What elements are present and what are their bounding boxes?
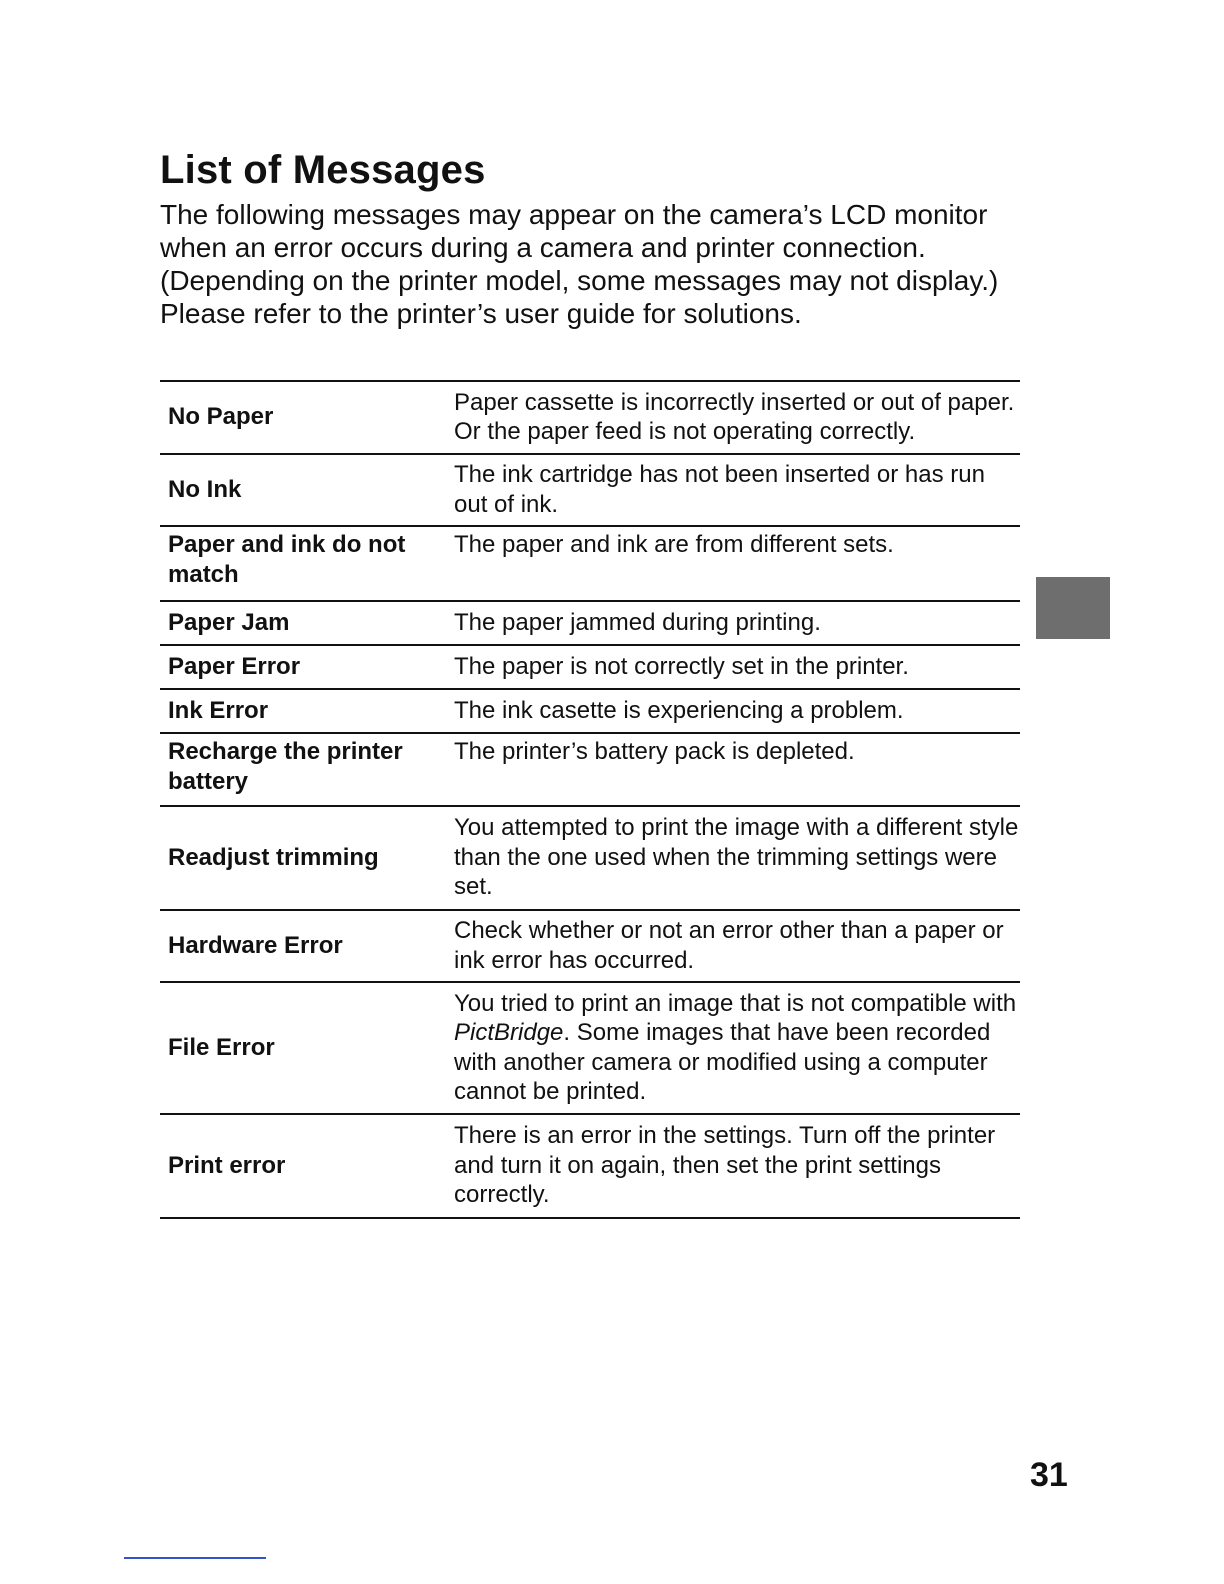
page-number: 31 xyxy=(1030,1456,1068,1494)
message-name: No Paper xyxy=(160,381,454,454)
table-row xyxy=(160,982,1020,1114)
message-description: The printer’s battery pack is depleted. xyxy=(454,733,1020,806)
message-description: The paper is not correctly set in the printer. xyxy=(454,645,1020,689)
intro-paragraph: The following messages may appear on the camera’s LCD monitor when an error occurs during a camera and printer connection. xyxy=(160,199,988,263)
table-row xyxy=(160,689,1020,733)
table-row xyxy=(160,645,1020,689)
message-name: File Error xyxy=(160,982,454,1114)
intro-paragraph: Please refer to the printer’s user guide for solutions. xyxy=(160,298,802,329)
description-text: . Some images that have been recorded with another camera or modified using a computer cannot be printed. xyxy=(454,1019,991,1105)
intro-paragraph: (Depending on the printer model, some messages may not display.) xyxy=(160,265,999,296)
message-name: Recharge the printer battery xyxy=(160,733,454,806)
section-tab-marker xyxy=(1036,577,1110,639)
table-row xyxy=(160,806,1020,910)
message-description xyxy=(454,982,1020,1114)
table-row xyxy=(160,601,1020,645)
message-name: Print error xyxy=(160,1114,454,1218)
message-name: Paper Error xyxy=(160,645,454,689)
table-row xyxy=(160,733,1020,806)
message-description: The ink cartridge has not been inserted or has run out of ink. xyxy=(454,454,1020,526)
message-name: Paper Jam xyxy=(160,601,454,645)
message-description: There is an error in the settings. Turn off the printer and turn it on again, then set the print settings correctly. xyxy=(454,1114,1020,1218)
message-description: Paper cassette is incorrectly inserted or out of paper. Or the paper feed is not operating correctly. xyxy=(454,381,1020,454)
message-description: The ink casette is experiencing a problem. xyxy=(454,689,1020,733)
message-description: Check whether or not an error other than a paper or ink error has occurred. xyxy=(454,910,1020,982)
messages-table xyxy=(160,380,1020,1219)
description-text: You tried to print an image that is not compatible with xyxy=(454,989,1017,1017)
message-name: Ink Error xyxy=(160,689,454,733)
page-title: List of Messages xyxy=(160,148,486,192)
message-description: The paper and ink are from different sets. xyxy=(454,526,1020,601)
table-row xyxy=(160,910,1020,982)
message-description: You attempted to print the image with a different style than the one used when the trimming settings were set. xyxy=(454,806,1020,910)
message-name: No Ink xyxy=(160,454,454,526)
table-row xyxy=(160,1114,1020,1218)
message-name: Hardware Error xyxy=(160,910,454,982)
table-row xyxy=(160,526,1020,601)
message-name: Paper and ink do not match xyxy=(160,526,454,601)
table-row xyxy=(160,381,1020,454)
pictbridge-term: PictBridge xyxy=(454,1019,564,1046)
table-row xyxy=(160,454,1020,526)
intro-text xyxy=(160,198,1040,330)
message-description: The paper jammed during printing. xyxy=(454,601,1020,645)
message-name: Readjust trimming xyxy=(160,806,454,910)
footer-rule xyxy=(124,1557,266,1559)
